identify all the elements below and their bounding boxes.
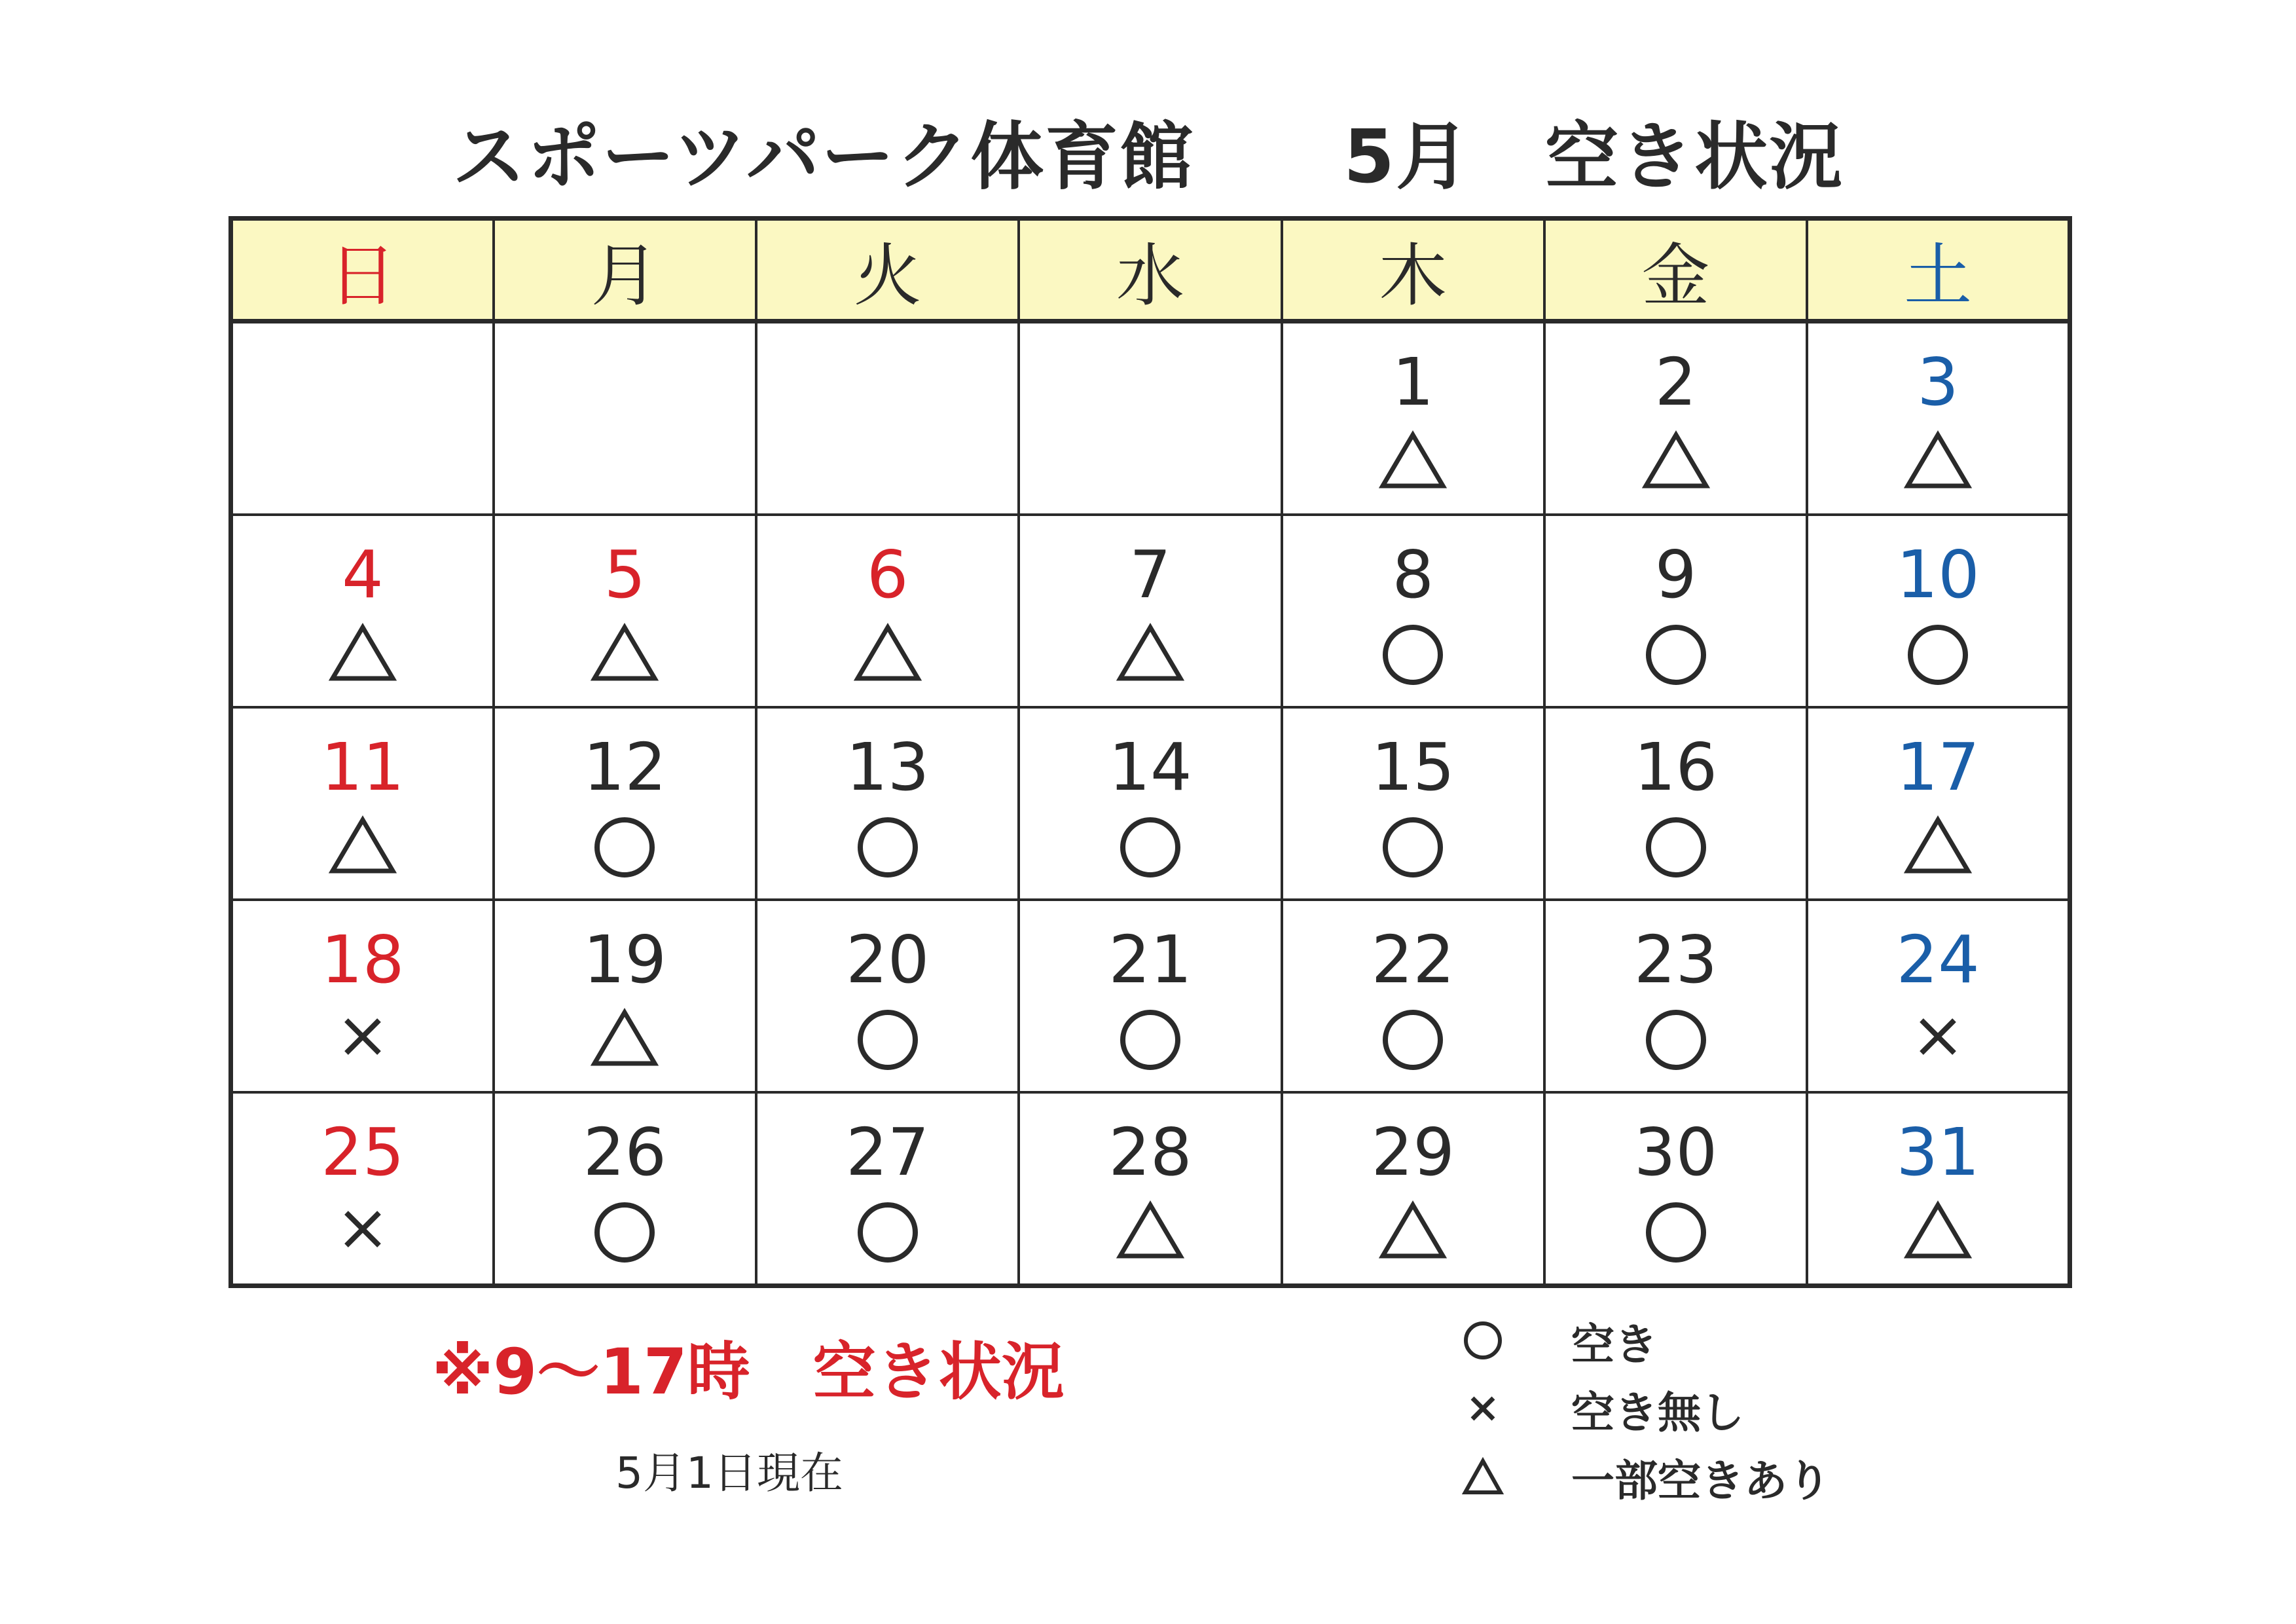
calendar-week-row bbox=[231, 900, 2070, 1092]
calendar-day-cell bbox=[494, 1092, 756, 1286]
circle-icon bbox=[1546, 1007, 1806, 1073]
triangle-icon bbox=[1020, 1200, 1280, 1265]
circle-icon bbox=[1546, 815, 1806, 880]
circle-icon bbox=[1283, 622, 1543, 688]
circle-icon bbox=[1440, 1320, 1525, 1361]
circle-icon bbox=[1283, 815, 1543, 880]
calendar-day-cell bbox=[494, 900, 756, 1092]
weekday-mon: 月 bbox=[494, 219, 756, 322]
calendar-day-cell bbox=[1019, 707, 1281, 900]
day-number: 20 bbox=[846, 921, 930, 998]
day-number: 26 bbox=[583, 1114, 667, 1190]
day-number: 12 bbox=[583, 729, 667, 805]
triangle-icon bbox=[233, 622, 492, 688]
cross-icon bbox=[233, 1200, 492, 1265]
day-number: 29 bbox=[1371, 1114, 1455, 1190]
weekday-thu: 木 bbox=[1282, 219, 1544, 322]
day-number: 13 bbox=[846, 729, 930, 805]
day-number: 22 bbox=[1371, 921, 1455, 998]
day-number: 8 bbox=[1392, 536, 1434, 613]
empty-mark bbox=[757, 430, 1017, 495]
day-number: 31 bbox=[1896, 1114, 1980, 1190]
availability-calendar bbox=[228, 216, 2072, 1288]
calendar-day-cell bbox=[494, 707, 756, 900]
day-number: 19 bbox=[583, 921, 667, 998]
calendar-day-cell bbox=[1807, 900, 2069, 1092]
calendar-day-cell bbox=[1544, 900, 1807, 1092]
calendar-day-cell bbox=[494, 515, 756, 707]
legend-label: 一部空きあり bbox=[1571, 1455, 1831, 1506]
day-number: 16 bbox=[1633, 729, 1718, 805]
day-number: 21 bbox=[1108, 921, 1192, 998]
circle-icon bbox=[1020, 1007, 1280, 1073]
as-of-date: 5月1日現在 bbox=[615, 1448, 843, 1498]
triangle-icon bbox=[1283, 430, 1543, 495]
calendar-day-cell bbox=[1544, 322, 1807, 515]
calendar-day-cell bbox=[756, 515, 1019, 707]
day-number bbox=[495, 350, 755, 415]
day-number bbox=[1020, 350, 1280, 415]
day-number: 23 bbox=[1633, 921, 1718, 998]
calendar-day-cell bbox=[756, 707, 1019, 900]
calendar-day-cell bbox=[1807, 707, 2069, 900]
weekday-sat: 土 bbox=[1807, 219, 2069, 322]
legend bbox=[1440, 1306, 1899, 1529]
day-number: 25 bbox=[321, 1114, 405, 1190]
triangle-icon bbox=[495, 622, 755, 688]
day-number: 2 bbox=[1654, 344, 1697, 420]
calendar-day-cell bbox=[1544, 1092, 1807, 1286]
circle-icon bbox=[1808, 622, 2068, 688]
day-number: 30 bbox=[1633, 1114, 1718, 1190]
calendar-day-cell bbox=[756, 1092, 1019, 1286]
calendar-day-cell bbox=[1282, 322, 1544, 515]
cross-icon bbox=[233, 1007, 492, 1073]
calendar-day-cell bbox=[1282, 515, 1544, 707]
legend-label: 空き bbox=[1571, 1319, 1658, 1370]
calendar-day-cell bbox=[1282, 1092, 1544, 1286]
calendar-day-cell bbox=[231, 900, 494, 1092]
day-number: 9 bbox=[1654, 536, 1697, 613]
circle-icon bbox=[1546, 622, 1806, 688]
legend-item-available bbox=[1440, 1306, 1899, 1375]
triangle-icon bbox=[1546, 430, 1806, 495]
calendar-day-cell bbox=[1019, 1092, 1281, 1286]
calendar-day-cell bbox=[1807, 322, 2069, 515]
empty-mark bbox=[495, 430, 755, 495]
calendar-empty-cell bbox=[756, 322, 1019, 515]
day-number: 11 bbox=[321, 729, 405, 805]
circle-icon bbox=[757, 1200, 1017, 1265]
hours-note: ※9〜17時 空き状況 bbox=[432, 1335, 1065, 1409]
calendar-week-row bbox=[231, 707, 2070, 900]
day-number: 5 bbox=[604, 536, 646, 613]
cross-icon bbox=[1808, 1007, 2068, 1073]
day-number: 14 bbox=[1108, 729, 1192, 805]
day-number: 7 bbox=[1129, 536, 1171, 613]
circle-icon bbox=[495, 1200, 755, 1265]
day-number: 28 bbox=[1108, 1114, 1192, 1190]
triangle-icon bbox=[495, 1007, 755, 1073]
calendar-day-cell bbox=[756, 900, 1019, 1092]
empty-mark bbox=[1020, 430, 1280, 495]
calendar-day-cell bbox=[1544, 515, 1807, 707]
weekday-sun: 日 bbox=[231, 219, 494, 322]
day-number: 1 bbox=[1392, 344, 1434, 420]
calendar-day-cell bbox=[1019, 515, 1281, 707]
day-number: 6 bbox=[866, 536, 909, 613]
calendar-day-cell bbox=[231, 707, 494, 900]
calendar-day-cell bbox=[1282, 900, 1544, 1092]
calendar-day-cell bbox=[231, 515, 494, 707]
legend-label: 空き無し bbox=[1571, 1387, 1744, 1438]
calendar-day-cell bbox=[231, 1092, 494, 1286]
triangle-icon bbox=[1808, 430, 2068, 495]
triangle-icon bbox=[233, 815, 492, 880]
calendar-day-cell bbox=[1807, 1092, 2069, 1286]
triangle-icon bbox=[1440, 1457, 1525, 1496]
circle-icon bbox=[1546, 1200, 1806, 1265]
calendar-empty-cell bbox=[1019, 322, 1281, 515]
day-number: 4 bbox=[342, 536, 384, 613]
circle-icon bbox=[1283, 1007, 1543, 1073]
calendar-week-row bbox=[231, 322, 2070, 515]
calendar-day-cell bbox=[1544, 707, 1807, 900]
calendar-day-cell bbox=[1019, 900, 1281, 1092]
empty-mark bbox=[233, 430, 492, 495]
day-number: 15 bbox=[1371, 729, 1455, 805]
calendar-day-cell bbox=[1282, 707, 1544, 900]
calendar-empty-cell bbox=[494, 322, 756, 515]
circle-icon bbox=[757, 815, 1017, 880]
day-number: 27 bbox=[846, 1114, 930, 1190]
page-title: スポーツパーク体育館 5月 空き状況 bbox=[452, 114, 1844, 200]
day-number: 17 bbox=[1896, 729, 1980, 805]
day-number bbox=[233, 350, 492, 415]
triangle-icon bbox=[757, 622, 1017, 688]
weekday-tue: 火 bbox=[756, 219, 1019, 322]
triangle-icon bbox=[1808, 815, 2068, 880]
day-number bbox=[757, 350, 1017, 415]
day-number: 10 bbox=[1896, 536, 1980, 613]
legend-item-full bbox=[1440, 1375, 1899, 1443]
legend-item-partial bbox=[1440, 1443, 1899, 1511]
weekday-wed: 水 bbox=[1019, 219, 1281, 322]
day-number: 3 bbox=[1917, 344, 1959, 420]
weekday-header-row bbox=[231, 219, 2070, 322]
triangle-icon bbox=[1020, 622, 1280, 688]
day-number: 24 bbox=[1896, 921, 1980, 998]
weekday-fri: 金 bbox=[1544, 219, 1807, 322]
triangle-icon bbox=[1283, 1200, 1543, 1265]
circle-icon bbox=[757, 1007, 1017, 1073]
circle-icon bbox=[1020, 815, 1280, 880]
cross-icon bbox=[1440, 1390, 1525, 1427]
day-number: 18 bbox=[321, 921, 405, 998]
calendar-week-row bbox=[231, 1092, 2070, 1286]
triangle-icon bbox=[1808, 1200, 2068, 1265]
circle-icon bbox=[495, 815, 755, 880]
calendar-day-cell bbox=[1807, 515, 2069, 707]
calendar-week-row bbox=[231, 515, 2070, 707]
calendar-empty-cell bbox=[231, 322, 494, 515]
